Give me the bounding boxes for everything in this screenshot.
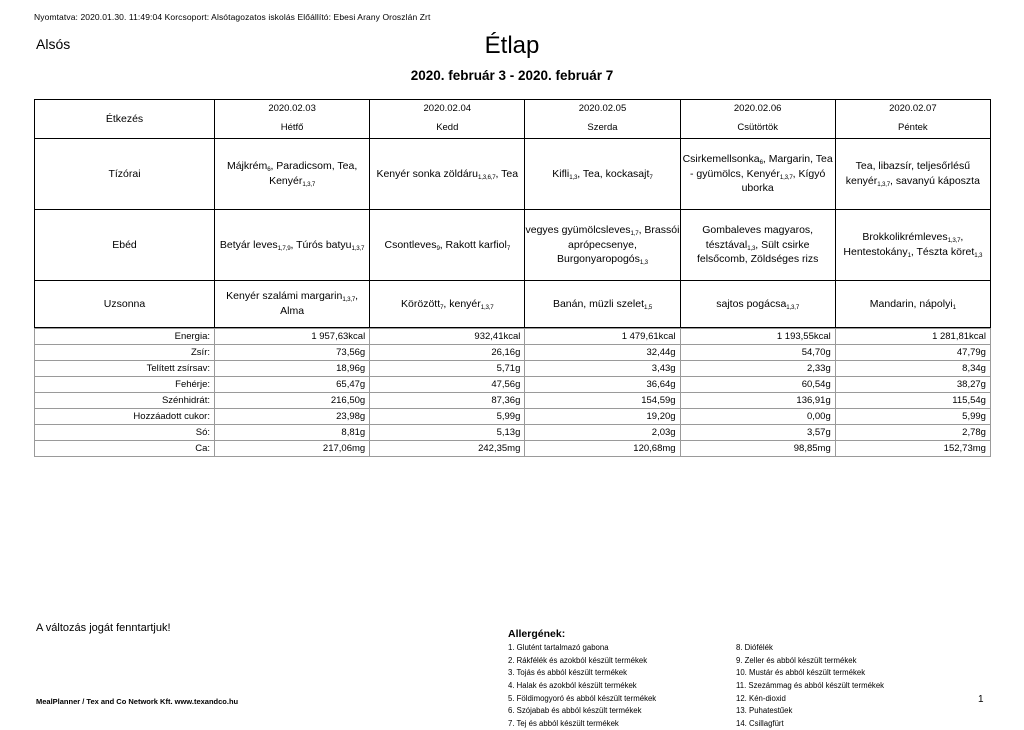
allergen-ref: 9 — [436, 244, 440, 252]
meal-cell — [525, 210, 680, 281]
dish-text: sajtos pogácsa — [716, 297, 787, 310]
nutrition-value: 154,59g — [525, 393, 680, 409]
dish-text: Csontleves — [384, 238, 437, 251]
allergen-item: 14. Csillagfürt — [736, 718, 784, 728]
nutrition-value: 32,44g — [525, 345, 680, 361]
nutrition-value: 8,34g — [835, 361, 990, 377]
nutrition-row — [35, 345, 991, 361]
allergen-list-left — [508, 642, 736, 730]
allergen-item: 7. Tej és abból készült termékek — [508, 718, 619, 728]
nutrition-table-body — [35, 329, 991, 457]
nutrition-value: 136,91g — [680, 393, 835, 409]
nutrition-label: Fehérje: — [35, 377, 215, 393]
allergen-item: 8. Diófélék — [736, 643, 773, 652]
day-date-1: 2020.02.04 — [423, 103, 472, 115]
dish-text: Banán, müzli szelet — [552, 297, 644, 310]
nutrition-label: Ca: — [35, 441, 215, 457]
allergen-item: 11. Szezámmag és abból készült termékek — [736, 680, 885, 690]
dish-text: Csirkemellsonka — [682, 152, 760, 165]
dish-text: , Kígyó uborka — [741, 167, 826, 195]
meal-row-label: Uzsonna — [35, 281, 215, 328]
allergen-ref: 1,3,7 — [877, 181, 891, 188]
nutrition-row — [35, 409, 991, 425]
nutrition-row — [35, 329, 991, 345]
allergen-ref: 1 — [907, 252, 911, 259]
dish-text: Kifli — [552, 167, 570, 180]
day-name-0: Hétfő — [280, 122, 304, 133]
nutrition-label: Szénhidrát: — [35, 393, 215, 409]
allergen-ref: 1,3,7 — [302, 181, 316, 188]
dish-text: vegyes gyümölcsleves — [525, 223, 631, 236]
nutrition-row — [35, 393, 991, 409]
nutrition-value: 98,85mg — [680, 441, 835, 457]
print-info-line: Nyomtatva: 2020.01.30. 11:49:04 Korcsoport: Alsótagozatos iskolás Előállító: Ebesi Arany Oroszlán Zrt — [34, 12, 431, 22]
meal-table-body — [35, 139, 991, 328]
nutrition-value: 54,70g — [680, 345, 835, 361]
nutrition-value: 1 479,61kcal — [525, 329, 680, 345]
meal-column-header: Étkezés — [35, 100, 215, 139]
day-date-4: 2020.02.07 — [889, 103, 937, 115]
nutrition-value: 47,79g — [835, 345, 990, 361]
nutrition-value: 65,47g — [215, 377, 370, 393]
meal-row-tízórai — [35, 139, 991, 210]
meal-cell — [680, 139, 835, 210]
allergen-ref: 1,3 — [569, 173, 578, 181]
allergen-ref: 1,3,7 — [351, 244, 365, 252]
nutrition-value: 5,99g — [370, 409, 525, 425]
meal-row-ebéd — [35, 210, 991, 281]
dish-text: , Alma — [280, 290, 358, 317]
dish-text: , Tea, kockasajt — [577, 167, 650, 180]
dish-text: , Tészta köret — [910, 246, 975, 258]
allergen-ref: 1,3,7 — [786, 303, 800, 311]
page-number: 1 — [978, 694, 984, 705]
meal-cell — [370, 139, 525, 210]
allergen-ref: 6 — [759, 158, 763, 166]
nutrition-value: 73,56g — [215, 345, 370, 361]
age-group-label: Alsós — [36, 36, 71, 52]
nutrition-value: 23,98g — [215, 409, 370, 425]
brand-footer: MealPlanner / Tex and Co Network Kft. www.texandco.hu — [36, 697, 239, 706]
allergen-legend-title: Allergének: — [508, 628, 566, 640]
day-date-0: 2020.02.03 — [268, 103, 316, 115]
dish-text: Brokkolikrémleves — [862, 231, 948, 244]
dish-text: , Margarin, Tea - gyümölcs, Kenyér — [689, 152, 833, 180]
nutrition-value: 216,50g — [215, 393, 370, 409]
day-name-3: Csütörtök — [737, 122, 778, 133]
nutrition-value: 1 193,55kcal — [680, 329, 835, 345]
nutrition-label: Telített zsírsav: — [35, 361, 215, 377]
nutrition-value: 38,27g — [835, 377, 990, 393]
nutrition-value: 3,43g — [525, 361, 680, 377]
nutrition-value: 0,00g — [680, 409, 835, 425]
meal-cell — [680, 210, 835, 281]
dish-text: , Paradicsom, Tea, Kenyér — [269, 160, 358, 187]
nutrition-value: 5,71g — [370, 361, 525, 377]
nutrition-value: 5,13g — [370, 425, 525, 441]
day-date-2: 2020.02.05 — [578, 103, 627, 115]
dish-text: , Brassói aprópecsenye, Burgonyaropogós — [557, 223, 680, 266]
dish-text: Kenyér szalámi margarin — [226, 290, 343, 303]
dish-text: , Sült csirke felsőcomb, Zöldséges rizs — [696, 238, 819, 266]
dish-text: , Rakott karfiol — [439, 238, 507, 251]
allergen-item: 4. Halak és azokból készült termékek — [508, 680, 637, 690]
allergen-column-left — [508, 642, 736, 730]
day-header-4 — [835, 100, 990, 139]
nutrition-value: 18,96g — [215, 361, 370, 377]
allergen-ref: 1,5 — [643, 303, 652, 311]
meal-cell — [835, 281, 990, 328]
nutrition-value: 3,57g — [680, 425, 835, 441]
allergen-ref: 1,3 — [639, 259, 648, 267]
nutrition-value: 8,81g — [215, 425, 370, 441]
nutrition-label: Zsír: — [35, 345, 215, 361]
dish-text: Kenyér sonka zöldáru — [376, 167, 478, 180]
meal-cell — [370, 210, 525, 281]
nutrition-value: 152,73mg — [835, 441, 990, 457]
allergen-item: 2. Rákfélék és azokból készült termékek — [508, 655, 648, 665]
nutrition-label: Energia: — [35, 329, 215, 345]
dish-text: Betyár leves — [219, 238, 278, 251]
meal-cell — [215, 139, 370, 210]
nutrition-value: 242,35mg — [370, 441, 525, 457]
nutrition-value: 2,33g — [680, 361, 835, 377]
nutrition-value: 115,54g — [835, 393, 990, 409]
meal-row-label: Ebéd — [35, 210, 215, 281]
nutrition-value: 47,56g — [370, 377, 525, 393]
menu-tables-container — [34, 99, 990, 457]
allergen-item: 10. Mustár és abból készült termékek — [736, 668, 866, 678]
allergen-ref: 6 — [267, 166, 271, 174]
dish-text: Májkrém — [226, 160, 268, 173]
allergen-item: 13. Puhatestűek — [736, 706, 793, 716]
dish-text: , savanyú káposzta — [890, 175, 980, 187]
day-name-1: Kedd — [436, 122, 459, 133]
allergen-legend — [508, 628, 978, 730]
nutrition-value: 1 957,63kcal — [215, 329, 370, 345]
meal-cell — [835, 139, 990, 210]
allergen-item: 12. Kén-dioxid — [736, 693, 786, 703]
allergen-item: 3. Tojás és abból készült termékek — [508, 668, 628, 678]
allergen-item: 1. Glutént tartalmazó gabona — [508, 643, 609, 652]
allergen-ref: 1,7 — [630, 229, 639, 237]
allergen-item: 9. Zeller és abból készült termékek — [736, 655, 857, 665]
day-date-3: 2020.02.06 — [733, 103, 782, 115]
nutrition-table — [34, 328, 991, 457]
nutrition-value: 2,03g — [525, 425, 680, 441]
day-header-1 — [370, 100, 525, 139]
allergen-ref: 1,3 — [974, 252, 983, 259]
meal-row-label: Tízórai — [35, 139, 215, 210]
allergen-ref: 1,3,7 — [342, 296, 356, 304]
dish-text: Tea, libazsír, teljesőrlésű kenyér — [845, 160, 971, 187]
allergen-item: 5. Földimogyoró és abból készült termékek — [508, 693, 657, 703]
allergen-ref: 1,3 — [747, 244, 756, 252]
nutrition-value: 60,54g — [680, 377, 835, 393]
day-header-3 — [680, 100, 835, 139]
nutrition-value: 217,06mg — [215, 441, 370, 457]
date-range-subtitle: 2020. február 3 - 2020. február 7 — [410, 68, 614, 83]
nutrition-label: Hozzáadott cukor: — [35, 409, 215, 425]
nutrition-value: 19,20g — [525, 409, 680, 425]
dish-text: , Hentestokány — [843, 231, 964, 258]
nutrition-value: 36,64g — [525, 377, 680, 393]
allergen-ref: 1,3,7 — [779, 173, 793, 181]
dish-text: Gombaleves magyaros, tésztával — [702, 223, 814, 251]
allergen-ref: 1 — [952, 303, 956, 311]
allergen-ref: 7 — [440, 303, 444, 311]
dish-text: , Tea — [495, 167, 519, 180]
nutrition-value: 120,68mg — [525, 441, 680, 457]
meal-cell — [525, 139, 680, 210]
allergen-ref: 7 — [649, 173, 653, 181]
nutrition-row — [35, 377, 991, 393]
meal-cell — [525, 281, 680, 328]
allergen-ref: 1,3,7 — [480, 303, 494, 311]
page-title: Étlap — [484, 32, 540, 59]
dish-text: Mandarin, nápolyi — [869, 297, 953, 310]
meal-cell — [215, 281, 370, 328]
meal-cell — [215, 210, 370, 281]
nutrition-value: 26,16g — [370, 345, 525, 361]
meal-cell — [680, 281, 835, 328]
day-name-4: Péntek — [898, 122, 928, 133]
meal-table — [34, 99, 991, 328]
meal-row-uzsonna — [35, 281, 991, 328]
nutrition-value: 932,41kcal — [370, 329, 525, 345]
dish-text: , kenyér — [443, 297, 481, 310]
meal-cell — [370, 281, 525, 328]
nutrition-row — [35, 361, 991, 377]
nutrition-row — [35, 425, 991, 441]
nutrition-value: 5,99g — [835, 409, 990, 425]
dish-text: Körözött — [401, 297, 441, 310]
nutrition-label: Só: — [35, 425, 215, 441]
nutrition-row — [35, 441, 991, 457]
table-header-row — [35, 100, 991, 139]
disclaimer-text: A változás jogát fenntartjuk! — [36, 622, 171, 634]
allergen-ref: 1,3,6,7 — [478, 173, 496, 181]
allergen-ref: 1,7,9 — [277, 244, 291, 252]
allergen-item: 6. Szójabab és abból készült termékek — [508, 706, 642, 716]
dish-text: , Túrós batyu — [290, 238, 352, 251]
allergen-column-right — [736, 642, 964, 730]
day-header-2 — [525, 100, 680, 139]
nutrition-value: 87,36g — [370, 393, 525, 409]
day-header-0 — [215, 100, 370, 139]
allergen-ref: 1,3,7 — [947, 237, 961, 245]
allergen-ref: 7 — [506, 244, 511, 252]
meal-cell — [835, 210, 990, 281]
nutrition-value: 2,78g — [835, 425, 990, 441]
allergen-list-right — [736, 642, 964, 730]
nutrition-value: 1 281,81kcal — [835, 329, 990, 345]
day-name-2: Szerda — [587, 122, 618, 133]
